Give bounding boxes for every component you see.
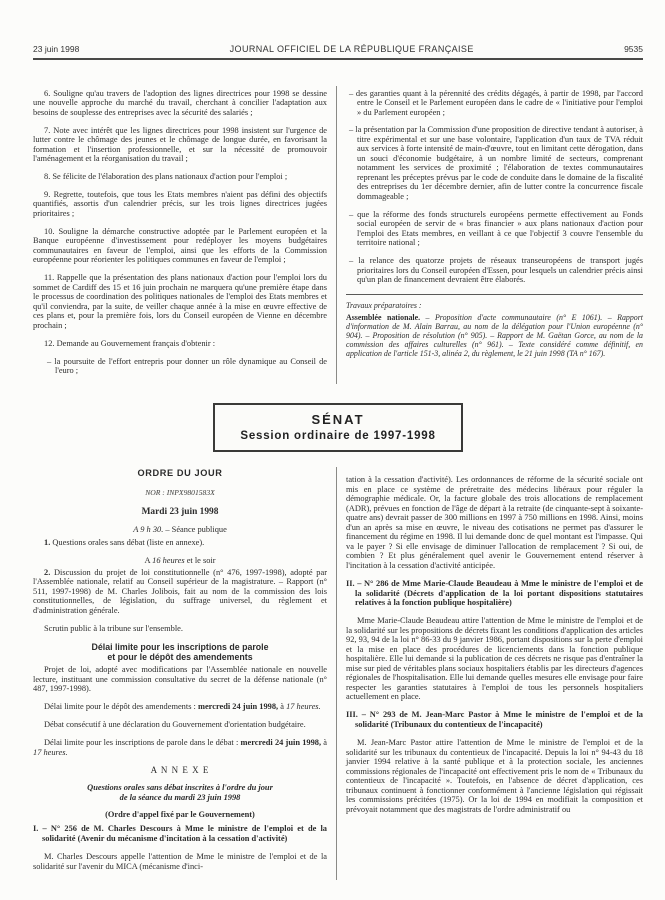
page-header bbox=[33, 44, 643, 60]
resolution-left-column bbox=[33, 86, 336, 384]
delai-inscriptions: Délai limite pour les inscriptions de parole dans le débat : mercredi 24 juin 1998, à 17 heures. bbox=[33, 738, 327, 757]
travaux-lead: Assemblée nationale. bbox=[346, 312, 421, 322]
scrutin-note: Scrutin public à la tribune sur l'ensemble. bbox=[44, 623, 183, 633]
resolution-dash-item: – que la réforme des fonds structurels européens permette effectivement au Fonds social européen de servir de « bras financier » aux plans nationaux d'action pour l'emploi des Etats membres, en veillant à ce que l'objectif 3 couvre l'ensemble du territoire national ; bbox=[349, 209, 643, 248]
debat-paragraph: Débat consécutif à une déclaration du Gouvernement d'orientation budgétaire. bbox=[44, 720, 306, 730]
journal-title: JOURNAL OFFICIEL DE LA RÉPUBLIQUE FRANÇAISE bbox=[229, 44, 474, 54]
question-2-body: Mme Marie-Claude Beaudeau attire l'attention de Mme le ministre de l'emploi et de la solidarité sur les propositions de décrets fixant les conditions d'application des articles 92, 93, 94 de la loi n° 86-33 du 9 janvier 1986, portant dispositions sur la perte d'emploi et la mise en place des procédures de licenciements dans la fonction publique hospitalière. Elle lui demande si la publication de ces décrets ne risque pas d'entraîner la mise sur pied de véritables plans sociaux hospitaliers établis par les directeurs d'agences régionales de l'hospitalisation. Elle lui demande quelles mesures elle envisage pour faire respecter les garanties statutaires à l'emploi de tous les personnels hospitaliers actuellement en place. bbox=[346, 616, 643, 702]
resolution-item: 6. Souligne qu'au travers de l'adoption des lignes directrices pour 1998 se dessine une nouvelle approche du marché du travail, cherchant à concilier l'adaptation aux besoins de souplesse des entreprises avec la sécurité des salariés ; bbox=[33, 88, 327, 117]
resolution-dash-item: – des garanties quant à la pérennité des crédits dégagés, à partir de 1998, par l'accord entre le Conseil et le Parlement européen dans le cadre de « l'initiative pour l'emploi » du Parlement européen ; bbox=[349, 88, 643, 117]
question-3-heading: III. – N° 293 de M. Jean-Marc Pastor à Mme le ministre de l'emploi et de la solidarité (Tribunaux du contentieux de l'incapacité) bbox=[346, 710, 643, 730]
ordre-heading: ORDRE DU JOUR bbox=[137, 467, 223, 478]
travaux-body bbox=[346, 313, 643, 358]
session-date-heading: Mardi 23 juin 1998 bbox=[141, 506, 219, 517]
ordre-appel-note: (Ordre d'appel fixé par le Gouvernement) bbox=[105, 809, 255, 819]
resolution-dash-item: – la présentation par la Commission d'une proposition de directive tendant à autoriser, à titre expérimental et sur une base volontaire, l'application d'un taux de TVA réduit aux services à forte intensité de main-d'œuvre, tout en limitant cette dérogation, dans un souci d'économie budgétaire, à un nombre limité de secteurs, comprenant notamment les services de proximité ; l'élaboration de textes communautaires reprenant les préceptes prévus par le code de conduite dans le domaine de la fiscalité des entreprises du 1er décembre dernier, afin de lutter contre la concurrence fiscale dommageable ; bbox=[349, 125, 643, 201]
ordre-right-column bbox=[336, 467, 643, 880]
question-1-heading: I. – N° 256 de M. Charles Descours à Mme le ministre de l'emploi et de la solidarité (Avenir du mécanisme d'incitation à la cessation d'activité) bbox=[33, 824, 327, 843]
annexe-heading: A N N E X E bbox=[150, 765, 210, 776]
resolution-dash-item: – la relance des quatorze projets de réseaux transeuropéens de transport jugés prioritaires lors du Conseil européen d'Essen, pour lesquels un calendrier précis ainsi qu'un plan de financement devraient être élaborés. bbox=[349, 256, 643, 285]
resolution-item: 9. Regrette, toutefois, que tous les Etats membres n'aient pas défini des objectifs quantifiés, assortis d'un calendrier précis, sur les trois lignes directrices jugées prioritaires ; bbox=[33, 189, 327, 218]
resolution-item: 8. Se félicite de l'élaboration des plans nationaux d'action pour l'emploi ; bbox=[44, 172, 288, 182]
seance-time-2: A 16 heures et le soir bbox=[144, 555, 216, 565]
question-1-continuation: tation à la cessation d'activité). Les ordonnances de réforme de la sécurité sociale ont mis en place ce système de préretraite des médecins libéraux pour réguler la démographie médicale. Or, la facture globale des trois allocations de remplacement (ADR), prévues en fonction de l'âge de départ à la retraite (de cinquante-sept à soixante-quatre ans) devrait passer de 300 millions en 1997 à 750 millions en 1998. Ainsi, moins d'un an après sa mise en œuvre, le niveau des cotisations ne permet pas d'assurer le financement du régime en 1998. Il lui demande donc de quel montant est l'impasse. Qui va le payer ? Si elle envisage de diminuer l'allocation de remplacement ? Si oui, de combien ? Et plus généralement quel avenir le Gouvernement entend réserver à l'incitation à la cessation d'activité anticipée. bbox=[346, 475, 643, 570]
delai-heading: Délai limite pour les inscriptions de parole et pour le dépôt des amendements bbox=[91, 641, 269, 663]
question-1-body: M. Charles Descours appelle l'attention de Mme le ministre de l'emploi et de la solidarité sur l'avenir du MICA (mécanisme d'inci- bbox=[33, 852, 327, 871]
resolution-item: 11. Rappelle que la présentation des plans nationaux d'action pour l'emploi lors du sommet de Cardiff des 15 et 16 juin prochain ne marquera qu'une première étape dans le processus de coordination des politiques nationales de l'emploi des Etats membres et qu'il conviendra, par la suite, de veiller chaque année à la mise en œuvre effective de ces plans et, pour la première fois, lors du Conseil européen de Vienne en décembre prochain ; bbox=[33, 273, 327, 330]
page-number: 9535 bbox=[624, 44, 643, 54]
travaux-label: Travaux préparatoires : bbox=[346, 300, 422, 310]
senat-box bbox=[213, 403, 463, 452]
resolution-section bbox=[33, 86, 643, 384]
senat-subtitle: Session ordinaire de 1997-1998 bbox=[240, 429, 436, 442]
agenda-item-1: 1. Questions orales sans débat (liste en annexe). bbox=[44, 537, 205, 547]
seance-time-1: A 9 h 30. – Séance publique bbox=[133, 525, 227, 535]
nor-reference: NOR : INPX9801583X bbox=[145, 488, 215, 498]
question-2-heading: II. – N° 286 de Mme Marie-Claude Beaudeau à Mme le ministre de l'emploi et de la solidarité (Décrets d'application de la loi portant dispositions statutaires relatives à la fonction publique hospitalière) bbox=[346, 578, 643, 608]
annexe-subtitle: Questions orales sans débat inscrites à l'ordre du jour de la séance du mardi 23 juin 1998 bbox=[87, 782, 273, 802]
projet-loi-paragraph: Projet de loi, adopté avec modifications par l'Assemblée nationale en nouvelle lecture, instituant une commission consultative du secret de la défense nationale (n° 487, 1997-1998). bbox=[33, 665, 327, 694]
travaux-text: – Proposition d'acte communautaire (n° E 1061). – Rapport d'information de M. Alain Barrau, au nom de la délégation pour l'Union européenne (n° 904). – Proposition de résolution (n° 905). – Rapport de M. Gaëtan Gorce, au nom de la commission des affaires culturelles (n° 961). – Texte considéré comme définitif, en application de l'article 151-3, alinéa 2, du règlement, le 21 juin 1998 (TA n° 167). bbox=[346, 312, 643, 358]
delai-amendements: Délai limite pour le dépôt des amendements : mercredi 24 juin 1998, à 17 heures. bbox=[44, 702, 321, 712]
senat-title: SÉNAT bbox=[311, 411, 365, 427]
resolution-item: 7. Note avec intérêt que les lignes directrices pour 1998 insistent sur l'urgence de lutter contre le chômage des jeunes et le chômage de longue durée, en favorisant la formation et l'insertion professionnelle, et sur la nécessité de promouvoir l'aménagement et la réorganisation du travail ; bbox=[33, 125, 327, 164]
agenda-item-2: 2. Discussion du projet de loi constitutionnelle (n° 476, 1997-1998), adopté par l'Assemblée nationale, relatif au Conseil supérieur de la magistrature. – Rapport (n° 511, 1997-1998) de M. Charles Jolibois, fait au nom de la commission des lois constitutionnelles, de législation, du suffrage universel, du règlement et d'administration générale. bbox=[33, 567, 327, 615]
ordre-left-column bbox=[33, 467, 336, 880]
resolution-item: 12. Demande au Gouvernement français d'obtenir : bbox=[44, 338, 216, 348]
resolution-item: 10. Souligne la démarche constructive adoptée par le Parlement européen et la Banque européenne d'investissement pour redéployer les moyens budgétaires communautaires en faveur de l'emploi, ainsi que les efforts de la Commission européenne pour réorienter les politiques communes en faveur de l'emploi ; bbox=[33, 226, 327, 265]
header-date: 23 juin 1998 bbox=[33, 44, 80, 54]
question-3-body: M. Jean-Marc Pastor attire l'attention de Mme le ministre de l'emploi et de la solidarité sur les tribunaux du contentieux de l'incapacité. Depuis la loi n° 94-43 du 18 janvier 1994 relative à la santé publique et à la protection sociale, les anciennes commissions régionales de l'incapacité ont effectivement pris le nom de « Tribunaux du contentieux de l'incapacité ». Toutefois, en l'absence de décret d'application, ces tribunaux continuent à fonctionner conformément à l'ancienne législation qui régissait les commissions précitées (1975). Or la loi de 1994 en modifiait la composition et prévoyait notamment que des magistrats de l'ordre administratif ou bbox=[346, 738, 643, 814]
travaux-preparatoires bbox=[346, 294, 643, 358]
ordre-du-jour-section bbox=[33, 467, 643, 880]
resolution-sub-item: – la poursuite de l'effort entrepris pour donner un rôle dynamique au Conseil de l'euro ; bbox=[47, 356, 327, 376]
resolution-right-column bbox=[336, 86, 643, 384]
